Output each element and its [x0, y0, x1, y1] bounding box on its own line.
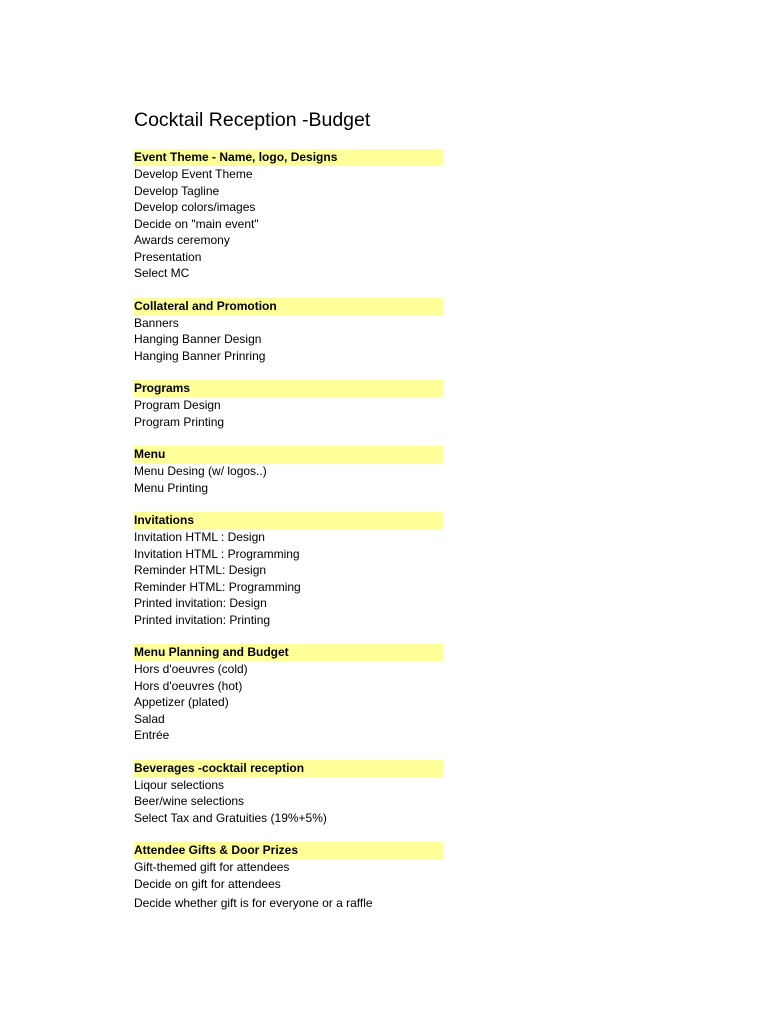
list-item: Liqour selections: [134, 777, 225, 792]
section-collateral-promotion: [134, 298, 443, 365]
list-item: Program Printing: [134, 414, 225, 429]
page-title: Cocktail Reception -Budget: [134, 109, 371, 131]
list-item: Banners: [134, 315, 179, 330]
section-menu: [134, 446, 443, 496]
section-event-theme: [134, 149, 443, 282]
list-item: Awards ceremony: [134, 233, 230, 247]
list-item: Hanging Banner Prinring: [134, 348, 266, 363]
list-item: Hors d'oeuvres (hot): [134, 678, 243, 693]
list-item: Decide on gift for attendees: [134, 876, 281, 891]
section-attendee-gifts: [134, 842, 443, 912]
section-invitations: [134, 512, 443, 628]
list-item: Develop Event Theme: [134, 167, 253, 181]
list-item: Menu Desing (w/ logos..): [134, 464, 267, 478]
list-item: Program Design: [134, 398, 221, 412]
list-item: Select MC: [134, 266, 190, 280]
list-item: Gift-themed gift for attendees: [134, 860, 290, 874]
list-item: Presentation: [134, 249, 202, 264]
list-item: Hors d'oeuvres (cold): [134, 662, 248, 676]
section-programs: [134, 380, 443, 430]
budget-sheet: [134, 108, 443, 912]
section-header: Event Theme - Name, logo, Designs: [134, 149, 443, 166]
section-beverages: [134, 760, 443, 827]
section-menu-planning: [134, 644, 443, 744]
section-header: Invitations: [134, 512, 443, 529]
list-item: Reminder HTML: Programming: [134, 579, 301, 594]
list-item: Develop colors/images: [134, 200, 256, 214]
list-item: Printed invitation: Printing: [134, 612, 271, 627]
list-item: Reminder HTML: Design: [134, 563, 267, 577]
list-item: Salad: [134, 711, 165, 726]
list-item: Decide whether gift is for everyone or a raffle: [134, 896, 373, 910]
list-item: Menu Printing: [134, 480, 209, 495]
list-item: Invitation HTML : Programming: [134, 546, 300, 561]
section-header: Collateral and Promotion: [134, 298, 443, 315]
list-item: Entrée: [134, 728, 170, 742]
list-item: Invitation HTML : Design: [134, 530, 265, 544]
list-item: Select Tax and Gratuities (19%+5%): [134, 810, 327, 825]
section-header: Menu: [134, 446, 443, 463]
list-item: Develop Tagline: [134, 183, 220, 198]
list-item: Appetizer (plated): [134, 695, 229, 709]
section-header: Beverages -cocktail reception: [134, 760, 443, 777]
list-item: Beer/wine selections: [134, 794, 245, 808]
list-item: Hanging Banner Design: [134, 332, 262, 346]
list-item: Decide on "main event": [134, 216, 259, 231]
section-header: Menu Planning and Budget: [134, 644, 443, 661]
section-header: Attendee Gifts & Door Prizes: [134, 842, 443, 859]
list-item: Printed invitation: Design: [134, 596, 267, 610]
section-header: Programs: [134, 380, 443, 397]
